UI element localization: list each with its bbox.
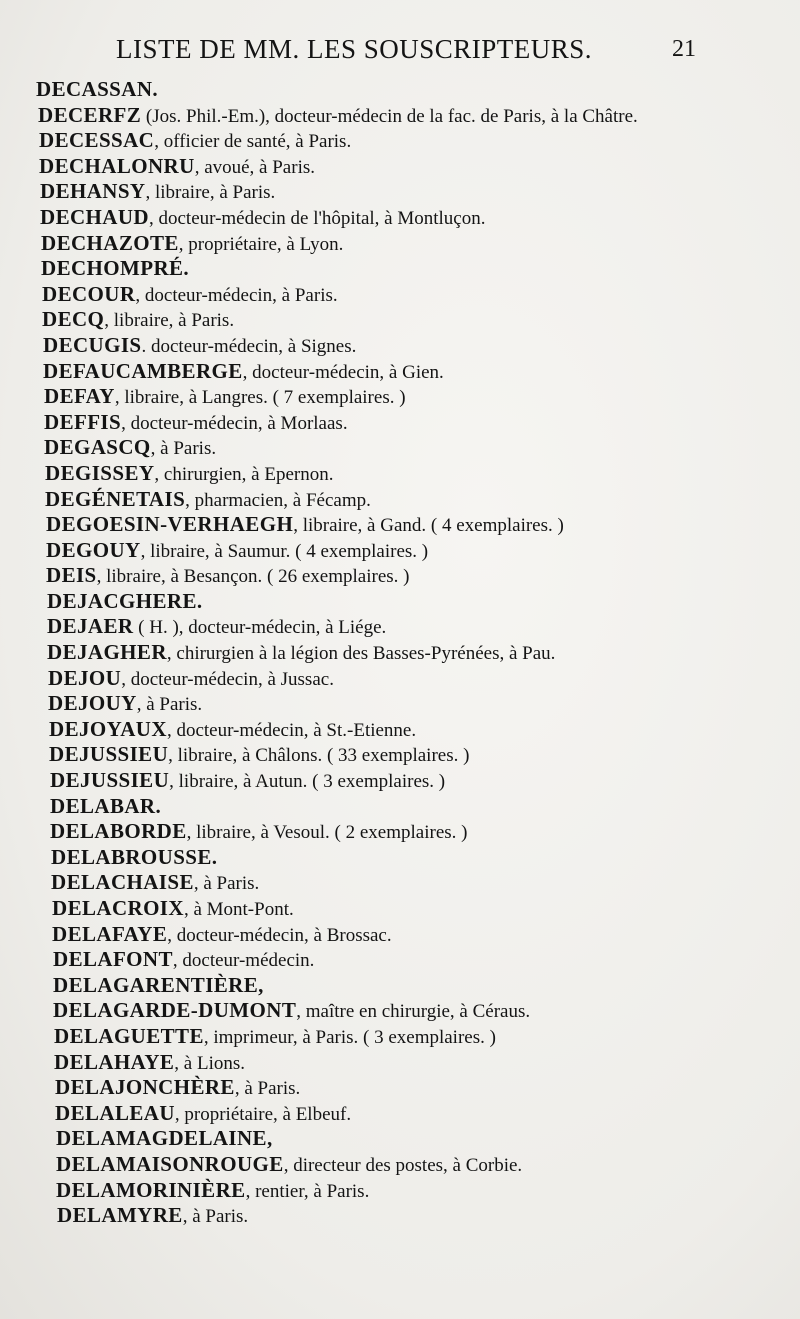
subscriber-details: , libraire, à Vesoul. ( 2 exemplaires. )	[186, 822, 468, 844]
subscriber-details: , libraire, à Paris.	[145, 182, 276, 204]
subscriber-details: , docteur-médecin, à Brossac.	[167, 924, 392, 946]
subscriber-entry	[36, 307, 776, 333]
subscriber-details: , docteur-médecin, à Morlaas.	[121, 412, 348, 434]
subscriber-entry	[36, 77, 776, 103]
subscriber-entry	[36, 103, 776, 129]
subscriber-details: , rentier, à Paris.	[245, 1180, 370, 1202]
subscriber-name: DEJOU	[48, 665, 122, 690]
subscriber-entry	[36, 231, 776, 257]
subscriber-name: DEGISSEY	[45, 460, 155, 485]
subscriber-name: DECHALONRU	[39, 153, 195, 178]
subscriber-details: , docteur-médecin, à Paris.	[135, 284, 338, 306]
subscriber-name: DELAGUETTE	[54, 1023, 204, 1048]
subscriber-entry	[36, 845, 776, 871]
subscriber-entry	[36, 819, 776, 845]
subscriber-details: , à Paris.	[136, 694, 203, 716]
subscriber-name: DECHAZOTE	[41, 230, 179, 255]
subscriber-name: DELABAR.	[50, 793, 162, 818]
subscriber-details: , à Lions.	[174, 1052, 246, 1074]
subscriber-entry	[36, 870, 776, 896]
subscriber-entry	[36, 563, 776, 589]
subscriber-entry	[36, 1152, 776, 1178]
subscriber-details: , pharmacien, à Fécamp.	[185, 489, 371, 511]
subscriber-entry	[36, 205, 776, 231]
subscriber-details: , à Paris.	[182, 1206, 249, 1228]
subscriber-details: , imprimeur, à Paris. ( 3 exemplaires. )	[203, 1026, 496, 1048]
subscriber-name: DELAMORINIÈRE	[56, 1177, 246, 1202]
subscriber-name: DEJACGHERE.	[47, 588, 203, 613]
subscriber-entry	[36, 282, 776, 308]
subscriber-name: DEGASCQ	[44, 435, 151, 460]
subscriber-entry	[36, 1024, 776, 1050]
subscriber-list	[36, 77, 776, 1229]
subscriber-entry	[36, 256, 776, 282]
subscriber-name: DEJOUY	[48, 691, 137, 716]
subscriber-details: , docteur-médecin, à Gien.	[242, 361, 444, 383]
subscriber-entry	[36, 128, 776, 154]
subscriber-entry	[36, 461, 776, 487]
subscriber-details: , docteur-médecin, à Jussac.	[121, 668, 334, 690]
subscriber-name: DELAFAYE	[52, 921, 168, 946]
subscriber-entry	[36, 538, 776, 564]
subscriber-entry	[36, 384, 776, 410]
subscriber-entry	[36, 691, 776, 717]
subscriber-entry	[36, 589, 776, 615]
subscriber-name: DEJOYAUX	[49, 716, 167, 741]
subscriber-name: DEGOESIN-VERHAEGH	[46, 512, 294, 537]
subscriber-entry	[36, 947, 776, 973]
subscriber-name: DELACHAISE	[51, 870, 194, 895]
subscriber-details: , libraire, à Gand. ( 4 exemplaires. )	[293, 515, 564, 537]
subscriber-entry	[36, 666, 776, 692]
subscriber-entry	[36, 614, 776, 640]
subscriber-details: , officier de santé, à Paris.	[154, 131, 352, 153]
subscriber-details: , docteur-médecin de l'hôpital, à Montluçon.	[148, 207, 486, 229]
subscriber-entry	[36, 1101, 776, 1127]
subscriber-entry	[36, 1050, 776, 1076]
subscriber-entry	[36, 435, 776, 461]
subscriber-details: , chirurgien, à Epernon.	[154, 463, 334, 485]
subscriber-details: , libraire, à Besançon. ( 26 exemplaires. )	[96, 566, 410, 588]
subscriber-name: DECESSAC	[39, 128, 155, 153]
subscriber-name: DECHAUD	[40, 204, 149, 229]
subscriber-name: DEFFIS	[44, 409, 122, 434]
subscriber-entry	[36, 512, 776, 538]
subscriber-name: DELAGARDE-DUMONT	[53, 998, 297, 1023]
subscriber-details: , docteur-médecin.	[172, 950, 315, 972]
subscriber-details: , à Mont-Pont.	[183, 899, 294, 920]
subscriber-name: DECHOMPRÉ.	[41, 256, 190, 281]
subscriber-entry	[36, 1203, 776, 1229]
subscriber-entry	[36, 973, 776, 999]
subscriber-entry	[36, 717, 776, 743]
subscriber-details: ( H. ), docteur-médecin, à Liége.	[133, 617, 387, 639]
running-title: LISTE DE MM. LES SOUSCRIPTEURS.	[116, 34, 593, 64]
subscriber-entry	[36, 1178, 776, 1204]
subscriber-name: DELAJONCHÈRE	[55, 1075, 235, 1100]
subscriber-details: , propriétaire, à Elbeuf.	[174, 1103, 352, 1125]
subscriber-entry	[36, 922, 776, 948]
subscriber-name: DEHANSY	[40, 179, 146, 204]
page-number: 21	[672, 36, 696, 62]
subscriber-details: , maître en chirurgie, à Céraus.	[296, 1001, 531, 1023]
subscriber-name: DEJUSSIEU	[49, 742, 169, 767]
subscriber-details: , libraire, à Autun. ( 3 exemplaires. )	[169, 771, 446, 793]
subscriber-details: (Jos. Phil.-Em.), docteur-médecin de la fac. de Paris, à la Châtre.	[141, 105, 638, 127]
subscriber-name: DELAGARENTIÈRE,	[53, 972, 264, 997]
subscriber-name: DELABROUSSE.	[51, 844, 218, 869]
subscriber-details: , libraire, à Saumur. ( 4 exemplaires. )	[140, 540, 429, 562]
subscriber-entry	[36, 410, 776, 436]
subscriber-details: , directeur des postes, à Corbie.	[283, 1154, 523, 1176]
subscriber-name: DELAMAISONROUGE	[56, 1151, 284, 1176]
subscriber-name: DEJAER	[47, 614, 134, 639]
subscriber-entry	[36, 768, 776, 794]
subscriber-name: DEJUSSIEU	[50, 768, 170, 793]
subscriber-entry	[36, 333, 776, 359]
page-header	[0, 34, 800, 70]
subscriber-name: DEFAY	[44, 384, 115, 409]
subscriber-name: DELABORDE	[50, 819, 187, 844]
subscriber-entry	[36, 896, 776, 922]
subscriber-entry	[36, 179, 776, 205]
subscriber-details: , docteur-médecin, à St.-Etienne.	[166, 719, 417, 741]
subscriber-entry	[36, 794, 776, 820]
subscriber-entry	[36, 1075, 776, 1101]
subscriber-entry	[36, 154, 776, 180]
subscriber-name: DEFAUCAMBERGE	[43, 358, 243, 383]
subscriber-details: . docteur-médecin, à Signes.	[141, 335, 357, 357]
subscriber-name: DEIS	[46, 563, 97, 588]
subscriber-name: DELAMYRE	[57, 1203, 183, 1228]
subscriber-name: DELAHAYE	[54, 1049, 175, 1074]
subscriber-name: DECASSAN.	[36, 77, 159, 101]
subscriber-name: DEGOUY	[46, 537, 141, 562]
subscriber-name: DECOUR	[42, 281, 136, 306]
subscriber-entry	[36, 359, 776, 385]
subscriber-entry	[36, 1126, 776, 1152]
subscriber-name: DECQ	[42, 307, 105, 332]
subscriber-name: DELALEAU	[55, 1100, 175, 1125]
subscriber-entry	[36, 998, 776, 1024]
subscriber-details: , avoué, à Paris.	[194, 156, 315, 178]
subscriber-details: , libraire, à Châlons. ( 33 exemplaires. )	[168, 745, 470, 767]
subscriber-name: DECERFZ	[38, 102, 142, 127]
subscriber-name: DELAFONT	[53, 947, 173, 972]
subscriber-details: , propriétaire, à Lyon.	[178, 233, 344, 255]
subscriber-name: DELACROIX	[52, 896, 184, 920]
subscriber-name: DELAMAGDELAINE,	[56, 1126, 273, 1151]
subscriber-entry	[36, 640, 776, 666]
subscriber-entry	[36, 742, 776, 768]
subscriber-name: DEJAGHER	[47, 640, 167, 665]
subscriber-details: , chirurgien à la légion des Basses-Pyrénées, à Pau.	[166, 643, 556, 665]
subscriber-details: , libraire, à Langres. ( 7 exemplaires. )	[114, 387, 406, 409]
subscriber-details: , libraire, à Paris.	[104, 310, 235, 332]
subscriber-details: , à Paris.	[234, 1078, 301, 1100]
subscriber-name: DECUGIS	[43, 332, 142, 357]
subscriber-details: , à Paris.	[150, 438, 217, 460]
subscriber-name: DEGÉNETAIS	[45, 486, 186, 511]
subscriber-entry	[36, 487, 776, 513]
subscriber-details: , à Paris.	[193, 873, 260, 895]
